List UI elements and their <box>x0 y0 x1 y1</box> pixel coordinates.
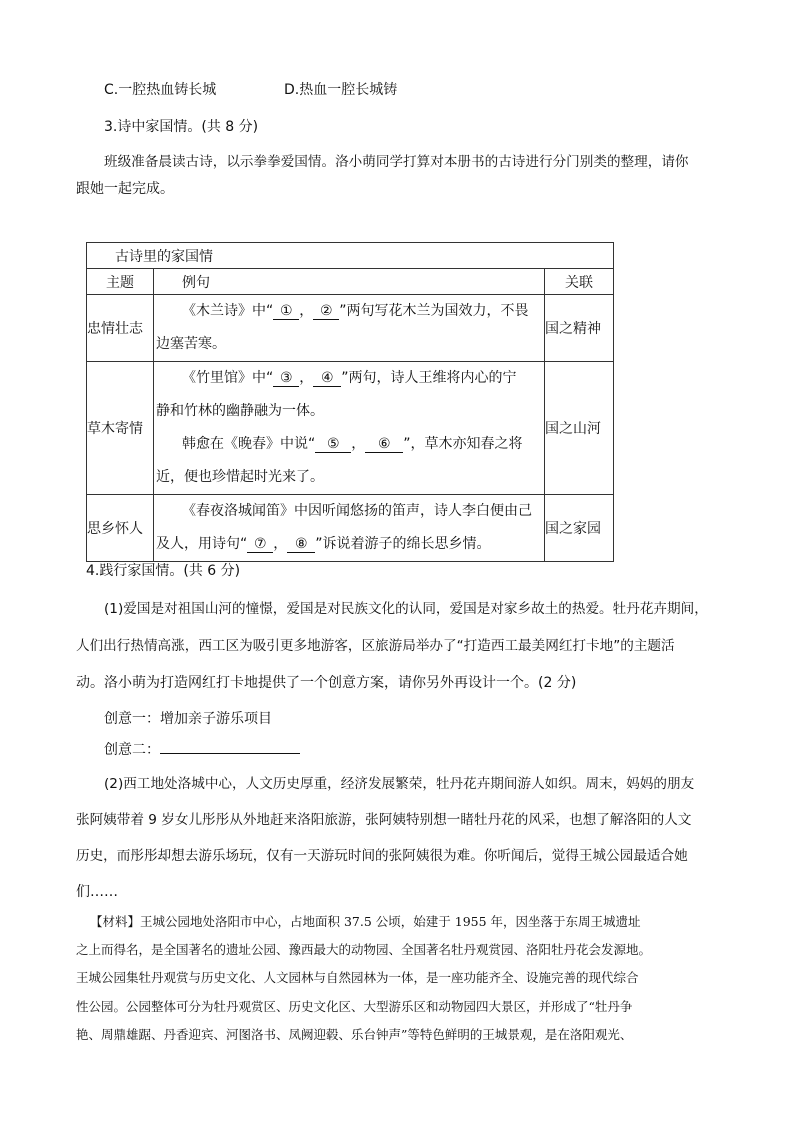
row1-link: 国之精神 <box>545 295 614 362</box>
q3-intro-line1: 班级准备晨读古诗，以示拳拳爱国情。洛小萌同学打算对本册书的古诗进行分门别类的整理，请你 <box>104 154 689 170</box>
q4-p2-line2: 张阿姨带着 9 岁女儿彤彤从外地赶来洛阳旅游，张阿姨特别想一睹牡丹花的风采，也想了解洛阳的人文 <box>76 812 692 828</box>
row3-link: 国之家园 <box>545 495 614 562</box>
idea-two-label: 创意二： <box>104 742 160 758</box>
row3-theme: 思乡怀人 <box>87 495 154 562</box>
material-line4: 性公园。公园整体可分为牡丹观赏区、历史文化区、大型游乐区和动物园四大景区，并形成了“牡丹争 <box>76 999 633 1014</box>
table-row <box>87 495 614 562</box>
blank-2[interactable]: ② <box>313 303 339 320</box>
row1-line1-post: ”两句写花木兰为国效力，不畏 <box>339 303 529 319</box>
row1-theme: 忠情壮志 <box>87 295 154 362</box>
option-c: C.一腔热血铸长城 <box>104 82 217 98</box>
row2-theme: 草木寄情 <box>87 362 154 495</box>
blank-8[interactable]: ⑧ <box>287 536 315 553</box>
q4-p1-line2: 人们出行热情高涨，西工区为吸引更多地游客，区旅游局举办了“打造西工最美网红打卡地”的主题活 <box>76 638 675 654</box>
row1-line2: 边塞苦寒。 <box>156 336 226 352</box>
row2-sep1: ， <box>299 370 314 386</box>
header-link: 关联 <box>545 269 614 295</box>
idea-one: 创意一：增加亲子游乐项目 <box>104 711 272 727</box>
q4-p2-line1: (2)西工地处洛城中心，人文历史厚重，经济发展繁荣，牡丹花卉期间游人如织。周末，妈妈的朋友 <box>104 776 695 792</box>
row2-link: 国之山河 <box>545 362 614 495</box>
table-title: 古诗里的家国情 <box>87 243 614 269</box>
material-line3: 王城公园集牡丹观赏与历史文化、人文园林与自然园林为一体，是一座功能齐全、设施完善的现代综合 <box>76 970 639 985</box>
row2-line2: 静和竹林的幽静融为一体。 <box>156 403 324 419</box>
q3-heading: 3.诗中家国情。(共 8 分) <box>104 119 259 135</box>
q4-p1-line1: (1)爱国是对祖国山河的憧憬，爱国是对民族文化的认同，爱国是对家乡故土的热爱。牡丹花卉期间， <box>104 601 708 617</box>
q3-intro-line2: 跟她一起完成。 <box>76 181 174 197</box>
row3-line1: 《春夜洛城闻笛》中因听闻悠扬的笛声，诗人李白便由己 <box>182 503 532 519</box>
blank-5[interactable]: ⑤ <box>315 436 351 453</box>
row2-line1-post: ”两句，诗人王维将内心的宁 <box>341 370 517 386</box>
row2-line1-pre: 《竹里馆》中“ <box>182 370 274 386</box>
blank-6[interactable]: ⑥ <box>365 436 403 453</box>
row2-sep2: ， <box>351 436 366 452</box>
row2-line3-post: ”，草木亦知春之将 <box>403 436 523 452</box>
blank-7[interactable]: ⑦ <box>247 536 273 553</box>
idea-two-answer-blank[interactable] <box>160 737 300 754</box>
idea-two-row <box>104 737 300 760</box>
q4-p2-line3: 历史，而彤彤却想去游乐场玩，仅有一天游玩时间的张阿姨很为难。你听闻后，觉得王城公园最适合她 <box>76 848 688 864</box>
header-example: 例句 <box>154 269 545 295</box>
header-theme: 主题 <box>87 269 154 295</box>
row2-line3-pre: 韩愈在《晚春》中说“ <box>182 436 316 452</box>
q4-p1-line3: 动。洛小萌为打造网红打卡地提供了一个创意方案，请你另外再设计一个。(2 分) <box>76 675 577 691</box>
material-line5: 艳、周鼎雄踞、丹香迎宾、河图洛书、凤阙迎毂、乐台钟声”等特色鲜明的王城景观，是在洛阳观光、 <box>76 1027 633 1042</box>
table-row <box>87 362 614 495</box>
material-line1: 【材料】王城公园地处洛阳市中心，占地面积 37.5 公顷，始建于 1955 年，因坐落于东周王城遗址 <box>90 914 641 929</box>
row3-line2-pre: 及人，用诗句“ <box>156 536 248 552</box>
q4-p2-line4: 们…… <box>76 884 118 900</box>
q4-heading: 4.践行家国情。(共 6 分) <box>86 563 241 579</box>
table-row <box>87 295 614 362</box>
blank-4[interactable]: ④ <box>313 370 341 387</box>
row2-line4: 近，便也珍惜起时光来了。 <box>156 469 324 485</box>
row3-line2-post: ”诉说着游子的绵长思乡情。 <box>315 536 491 552</box>
row3-sep: ， <box>273 536 288 552</box>
option-d: D.热血一腔长城铸 <box>284 82 398 98</box>
material-line2: 之上而得名，是全国著名的遗址公园、豫西最大的动物园、全国著名牡丹观赏园、洛阳牡丹花会发源地。 <box>76 942 652 957</box>
poem-table <box>86 242 614 562</box>
blank-3[interactable]: ③ <box>273 370 299 387</box>
row1-sep: ， <box>299 303 314 319</box>
blank-1[interactable]: ① <box>273 303 299 320</box>
row1-line1-pre: 《木兰诗》中“ <box>182 303 274 319</box>
